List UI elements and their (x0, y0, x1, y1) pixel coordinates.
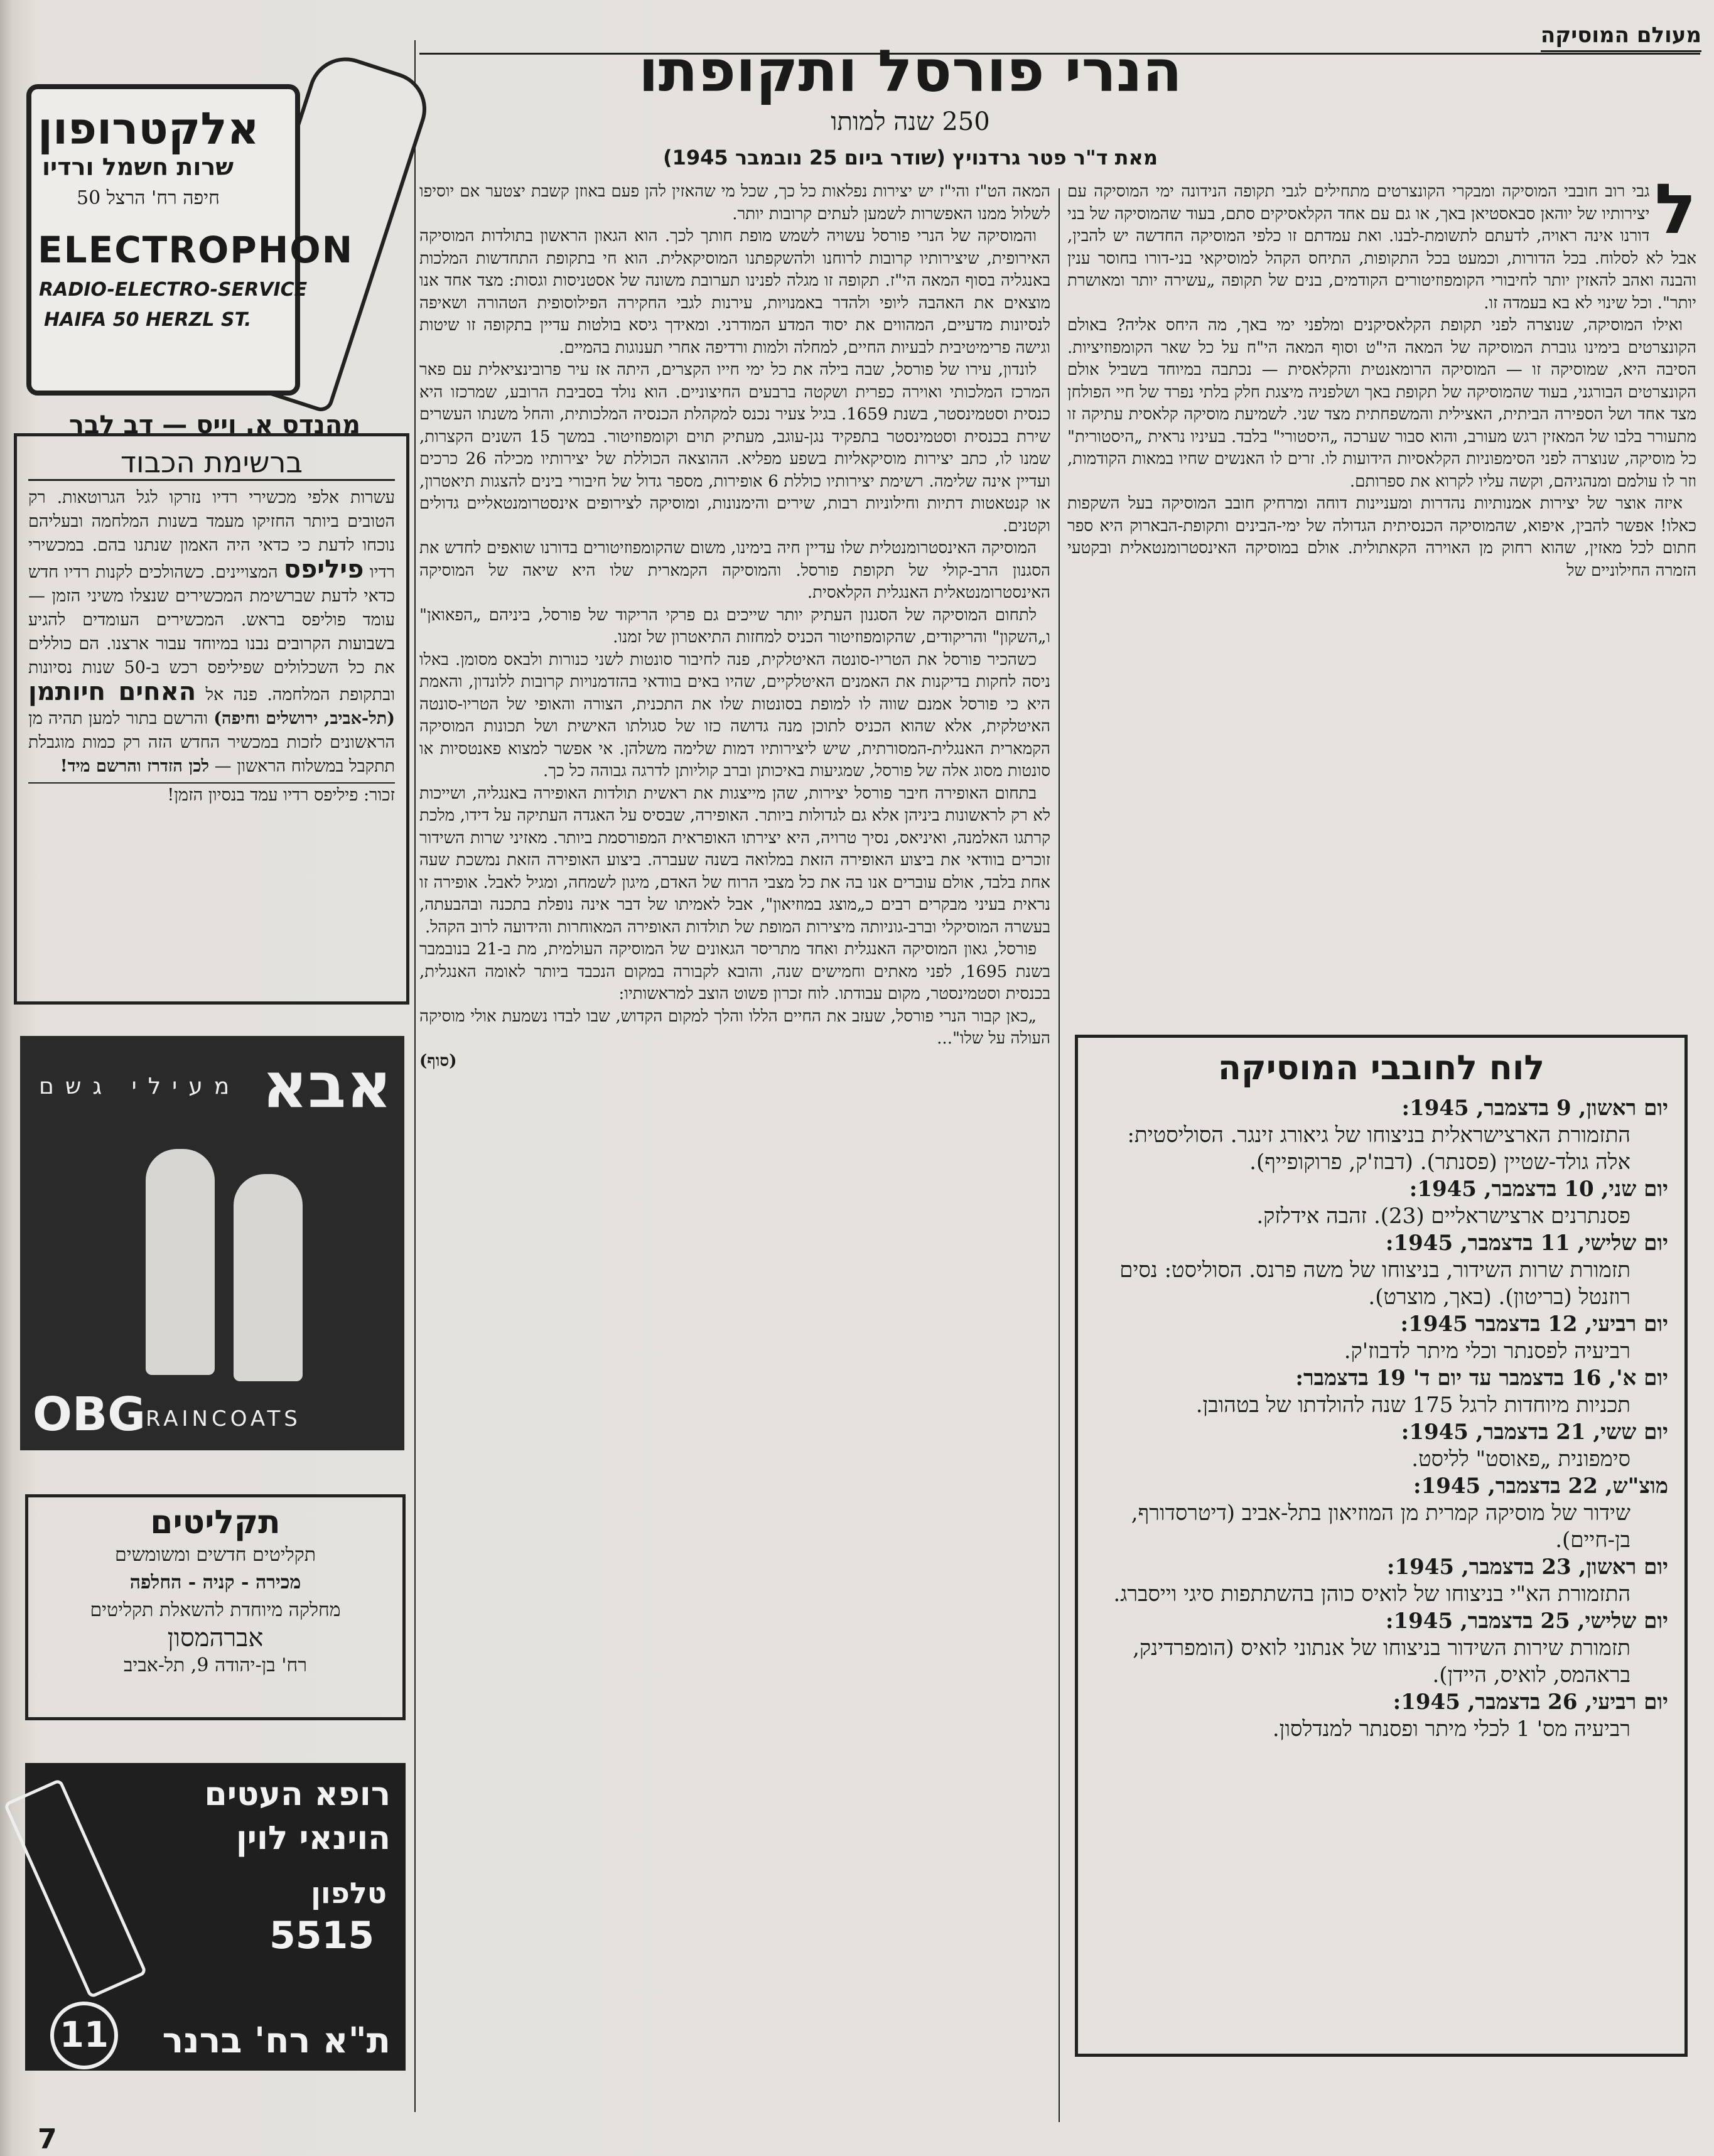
calendar-date: יום ראשון, 9 בדצמבר, 1945: (1401, 1096, 1668, 1121)
calendar-entry (1094, 1176, 1668, 1230)
ad-philips (14, 433, 409, 1005)
page-number: 7 (38, 2123, 57, 2155)
calendar-entry (1094, 1473, 1668, 1554)
man-figure-icon (146, 1149, 215, 1375)
ad-electrophon (14, 40, 409, 439)
calendar-desc: תזמורת שירות השידור בניצוחו של אנתוני לואיס (הומפרדינק, בראהמס, לואיס, היידן). (1133, 1636, 1630, 1688)
paragraph: ואילו המוסיקה, שנוצרה לפני תקופת הקלאסיקנים ומלפני ימי באך, מה היחס אליה? באולם הקונצרטים בימינו גוברת המוסיקה של המאה הי"ט וסוף המאה הי"ח על כל שאר הקומפוזיציות. הסיבה היא, שמוסיקה זו — המוסיקה הרומאנטית והקלאסית — נכתבה במיוחד בשביל אולם הקונצרטים הבורגני, בעוד שהמוסיקה של תקופת באך ושלפניה מיצגת חלק בלתי נפרד של חיי הפולחן מצד אחד ושל הספירה הביתית, האצילית והמשפחתית מצד שני. לשמיעת מוסיקה קלאסית עתיקה זו מתעורר בלבו של המאזין רגש מעורב, והוא סבור שערכה „היסטורי" בלבד. בעיניו נראית „היסטורית" כל מוסיקה, שנוצרה לפני הסימפוניות הקלאסיות הידועות לו. זרים לו האנשים שחיו במאות הקודמות, וזר לו עולמם ומנהגיהם, וקשה עליו לקרוא את ספרותם. (1067, 316, 1696, 491)
calendar-entry (1094, 1689, 1668, 1743)
ad-title: ברשימת הכבוד (28, 445, 395, 481)
ad-text: המצויינים. כשהולכים לקנות רדיו חדש כדאי לדעת שברשימת המכשירים שנצלו משיני הזמן — עומד פוליפס בראש. המכשירים העומדים להגיע בשבועות הקרובים נבנו במיוחד עבור ארצנו. הם כוללים את כל השכלולים שפיליפס רכש ב-50 שנות נסיונות ובתקופת המלחמה. (28, 563, 396, 704)
paragraph: איזה אוצר של יצירות אמנותיות נהדרות ומעניינות דוחה ומרחיק חובב המוסיקה בעל השקפות כאלו! אפשר להבין, איפוא, שהמוסיקה הכנסיתית הגדולה של ימי-הבינים ותקופת-הבארוק היא ספר חתום לכל מאזין, שהוא רחוק מן האוירה הקאתולית. אולם במוסיקה האינסטרומנטאלית ובקטעי הזמרה החילוניים של (1067, 494, 1696, 580)
ad-brand: אבא (262, 1048, 392, 1122)
ad-eng: RAINCOATS (146, 1406, 301, 1431)
ad-brand: פיליפס (283, 555, 364, 584)
ad-text: עשרות אלפי מכשירי רדיו נזרקו לגל הגרוטאות. רק הטובים ביותר החזיקו מעמד בשנות המלחמה ובעליהם נוכחו לדעת כי כדאי היה האמון שנתנו בהם. במכשירי רדיו (28, 488, 395, 582)
ad-raincoats (20, 1036, 404, 1450)
music-calendar-box (1075, 1035, 1688, 2057)
calendar-date: יום שלישי, 25 בדצמבר, 1945: (1385, 1609, 1668, 1634)
calendar-desc: רביעיה מס' 1 לכלי מיתר ופסנתר למנדלסון. (1272, 1717, 1630, 1742)
column-divider (1059, 188, 1060, 2122)
ad-number-badge: 11 (50, 2002, 118, 2069)
calendar-entry (1094, 1311, 1668, 1365)
ad-contact: האחים חיותמן (28, 677, 197, 706)
article-column-right (1067, 169, 1696, 582)
ad-eng-service: RADIO-ELECTRO-SERVICE (39, 279, 308, 301)
ad-title: תקליטים (150, 1504, 281, 1541)
calendar-entry (1094, 1095, 1668, 1176)
ad-footer: זכור: פיליפס רדיו עמד בנסיון הזמן! (28, 782, 395, 807)
calendar-desc: תזמורת שרות השידור, בניצוחו של משה פרנס. הסוליסט: נסים רוזנטל (בריטון). (באך, מוצרט). (1119, 1258, 1630, 1310)
paragraph: המאה הט"ז והי"ז יש יצירות נפלאות כל כך, שכל מי שהאזין להן פעם באוזן קשבת יצטער אם יוסיפו לשלול ממנו האפשרות לשמען לעתים קרובות יותר. (419, 182, 1050, 224)
ad-line: רופא העטים (204, 1776, 391, 1813)
paragraph: „כאן קבור הנרי פורסל, שעזב את החיים הללו והלך למקום הקדוש, שבו לבדו נשמעת אולי מוסיקה העולה על שלו"... (419, 1006, 1050, 1048)
ad-heb-service: שרות חשמל ורדיו (42, 153, 234, 181)
ad-name: אברהמסון (167, 1624, 264, 1652)
calendar-desc: התזמורת הארצישראלית בניצוחו של גיאורג זינגר. הסוליסטית: אלה גולד-שטיין (פסנתר). (דבוז'ק, פרוקופייף). (1127, 1123, 1630, 1175)
ad-line: תקליטים חדשים ומשומשים (114, 1544, 316, 1566)
article-column-middle (419, 181, 1050, 1072)
ad-sub: מעילי גשם (39, 1074, 241, 1099)
dropcap: ל (1654, 169, 1696, 249)
calendar-date: יום רביעי, 26 בדצמבר, 1945: (1393, 1690, 1668, 1715)
ad-line: מכירה - קניה - החלפה (129, 1571, 301, 1593)
calendar-date: יום שלישי, 11 בדצמבר, 1945: (1385, 1231, 1668, 1256)
calendar-entry (1094, 1365, 1668, 1419)
ad-engineer: מהנדס א. וייס — דב לבר (68, 411, 361, 439)
ad-phone-label: טלפון (311, 1876, 387, 1910)
calendar-date: יום ראשון, 23 בדצמבר, 1945: (1386, 1555, 1668, 1580)
paragraph: פורסל, גאון המוסיקה האנגלית ואחד מתריסר הגאונים של המוסיקה העולמית, מת ב-21 בנובמבר בשנת 1695, לפני מאתים וחמישים שנה, והובא לקבורה במקום הנכבד ביותר לאומה האנגלית, בכנסית וסטמינסטר, מקום עבודתו. לוח זכרון פשוט הוצב למראשותיו: (419, 940, 1051, 1003)
ad-text: פנה אל (205, 685, 257, 704)
ad-line: הוינאי לוין (235, 1819, 391, 1857)
article-byline: מאת ד"ר פטר גרדנויץ (שודר ביום 25 נובמבר 1945) (663, 146, 1158, 170)
ad-logo: OBG (33, 1388, 146, 1442)
calendar-desc: התזמורת הא"י בניצוחו של לואיס כוהן בהשתתפות סיגי וייסברג. (1113, 1582, 1630, 1607)
calendar-entry (1094, 1419, 1668, 1473)
ad-body (28, 486, 395, 807)
calendar-date: מוצ"ש, 22 בדצמבר, 1945: (1413, 1474, 1668, 1499)
section-header: מעולם המוסיקה (1541, 23, 1701, 52)
calendar-entry (1094, 1554, 1668, 1608)
paragraph: המוסיקה האינסטרומנטלית שלו עדיין חיה בימינו, משום שהקומפוזיטורים בדורנו שואפים לחדש את הסגנון הרב-קולי של תקופת פורסל. והמוסיקה הקמארית שלו היא שיאה של המוסיקה האינסטרומנטאלית האנגלית הקלאסית. (419, 539, 1050, 602)
ad-pen-doctor (25, 1763, 406, 2071)
calendar-desc: רביעיה לפסנתר וכלי מיתר לדבוז'ק. (1344, 1339, 1630, 1364)
paragraph: והמוסיקה של הנרי פורסל עשויה לשמש מופת חותך לכך. הוא הגאון הראשון בתולדות המוסיקה האירופית, שיצירותיו קרובות לרוחנו ולהשקפתנו המוסיקאלית. הוא חי בתקופת התחדשות המלכות באנגליה בסוף המאה הי"ז. תקופה זו מגלה לפנינו תערובת משונה של אסטניסות וגסות: מצד אחד אנו מוצאים את האהבה ליופי ולהדר באמנויות, עירנות לגבי החקירה הפילוסופית הטהורה ושאיפה לנסיונות מדעיים, המהווים את יסוד המדע המודרני. ומאידך גיסא בולטות עדיין בתקופה זו שיטות וגישה פרימיטיבית לבעיות החיים, למחלה ולמות ורדיפה אחרי תענוגות בהמיים. (419, 227, 1050, 357)
ad-line: מחלקה מיוחדת להשאלת תקליטים (90, 1599, 341, 1621)
woman-figure-icon (234, 1174, 303, 1381)
ad-eng-address: HAIFA 50 HERZL ST. (44, 309, 252, 331)
calendar-date: יום שני, 10 בדצמבר, 1945: (1409, 1177, 1668, 1202)
ad-text: והרשם בתור למען תהיה מן הראשונים לזכות במכשיר החדש הזה רק כמות מוגבלת תתקבל במשלוח הראשון — (28, 709, 395, 776)
calendar-desc: פסנתרנים ארצישראליים (23). זהבה אידלזק. (1256, 1204, 1630, 1229)
ad-heb-name: אלקטרופון (38, 103, 259, 154)
calendar-entry (1094, 1608, 1668, 1689)
calendar-list (1094, 1095, 1668, 1743)
fountain-pen-icon (3, 1778, 148, 1998)
calendar-date: יום רביעי, 12 בדצמבר 1945: (1400, 1312, 1668, 1337)
ad-records (25, 1494, 406, 1720)
ad-eng-name: ELECTROPHON (38, 229, 354, 271)
paragraph: גבי רוב חובבי המוסיקה ומבקרי הקונצרטים מתחילים לגבי תקופה הנידונה ימי המוסיקה עם יצירותיו של יוהאן סבאסטיאן באך, או גם עם אחד הקלאסיקים סתם, בעוד שהמוסיקה של בני דורנו אינה ראויה, לדעתם לתשומת-לבנו. ואת עמדתם זו כלפי המוסיקה החדשה יש להבין, אבל לא לסלוח. בכל הדורות, וכמעט בכל התקופות, התיחס הקהל למוסיקאי בני-דורו בחוסר ענין והבנה ואהב להאזין יותר לחיבורי הקומפוזיטורים הקודמים, בנים של תקופה „עשירה יותר ומאושרת יותר". וכל שינוי לא בא בעמדה זו. (1067, 182, 1696, 313)
paragraph: לונדון, עירו של פורסל, שבה בילה את כל ימי חייו הקצרים, היתה אז עיר פרובינציאלית עם פאר המרכז המלכותי ואוירה כפרית ושקטה ברבעים החיצוניים. הוא נולד בסביבת הרובע, שמרכזו היא כנסית וסטמינסטר, בשנת 1659. בגיל צעיר נכנס למקהלת הכנסיה המלכותית, והחל משנתו העשרים שירת בכנסית וסטמינסטר בתפקיד נגן-עוגב, מעתיק תוים וקומפוזיטור. במשך 15 השנים הקצרות, שמנו לו, כתב יצירות מוסיקאליות בשפע מפליא. ההוצאה הכוללת של יצירותיו מכילה 26 כרכים ועדיין אינה שלימה. רשימת יצירותיו כוללת 6 אופירות, מספר גדול של חיבורי בינים להצגות תיאטרון, או קנטאטות דתיות וחילוניות רבות, שירים והימנונות, ומוסיקה לצירופים אינסטרומנטאליים גדולים וקטנים. (419, 360, 1050, 536)
calendar-desc: תכניות מיוחדות לרגל 175 שנה להולדתו של בטהובן. (1195, 1393, 1630, 1418)
calendar-date: יום א', 16 בדצמבר עד יום ד' 19 בדצמבר: (1295, 1366, 1668, 1391)
ad-heb-address: חיפה רח' הרצל 50 (77, 187, 220, 209)
ad-cta: לכן הזדרז והרשם מיד! (60, 757, 210, 776)
paragraph: לתחום המוסיקה של הסגנון העתיק יותר שייכים גם פרקי הריקוד של פורסל, ביניהם „הפאואן" ו„השקון" והריקודים, שהקומפוזיטור הכניס למחזות התיאטרון של זמנו. (419, 605, 1050, 647)
calendar-desc: שידור של מוסיקה קמרית מן המוזיאון בתל-אביב (דיטרסדורף, בן-חיים). (1131, 1501, 1630, 1553)
calendar-date: יום ששי, 21 בדצמבר, 1945: (1401, 1420, 1668, 1445)
calendar-desc: סימפונית „פאוסט" לליסט. (1411, 1447, 1630, 1472)
end-mark: (סוף) (419, 1051, 457, 1070)
ad-address: ת"א רח' ברנר (162, 2020, 391, 2061)
paragraph: כשהכיר פורסל את הטריו-סונטה האיטלקית, פנה לחיבור סונטות לשני כנורות ולבאס מסומן. באלו ניסה לחקות בדיקנות את האמנים האיטלקיים, שהיו באים בוודאי בהזדמנויות קרובות ללונדון, והאמת היא כי פורסל אמנם שווה לו למופת בסונטות שלו את התכנית, הצורה והאופי של הטריו-סונטה האיטלקית, אלא שהוא הכניס לתוכן מנה גדושה כזו של סגולתו האישית ושל תכונות המוסיקה הקמארית האנגלית-המסורתית, שיש ליצירותיו דמות שלימה משלהן. אי אפשר למצוא פאנטסיות או סונטות מסוג אלה של פורסל, שמגיעות באיכותן וברב קוליותן לדרגה גבוהה כל כך. (419, 650, 1050, 780)
article-title: הנרי פורסל ותקופתו (639, 38, 1182, 105)
article-subtitle: 250 שנה למותו (831, 107, 990, 136)
calendar-title: לוח לחובבי המוסיקה (1217, 1048, 1545, 1087)
paragraph: בתחום האופירה חיבר פורסל יצירות, שהן מייצגות את ראשית תולדות האופירה באנגליה, ושייכות לא רק לראשונות ביניהן אלא גם לגדולות ביותר. האופירה, שבסיס על האגדה העתיקה על דידו, מלכת קרתגו האלמנה, ואיניאס, נסיך טרויה, היא יצירתו האופראית המפורסמת ביותר. מאזיני שרות השידור זוכרים בוודאי את ביצוע האופירה הזאת במלואה בשנה שעברה. ביצוע האופירה הזאת נמשכת שעה אחת בלבד, אולם עוברים אנו בה את כל מצבי הרוח של האדם, מיגון לשמחה, ומגיל לאבל. אופירה זו נראית בעיני מבקרים רבים כ„מוצג במוזיאון", אבל לאמיתו של דבר אינה נופלת בתכנה ובהבעתה, בעשרה המוסיקלי וברב-גוניותה מיצירות המופת של תולדות האופירה המאוחרות והידועה לרוב הקהל. (419, 784, 1050, 937)
left-divider (414, 40, 416, 2112)
ad-phone: 5515 (269, 1914, 374, 1958)
ad-cities: (תל-אביב, ירושלים וחיפה) (213, 709, 395, 728)
ad-address: רח' בן-יהודה 9, תל-אביב (124, 1654, 307, 1676)
calendar-entry (1094, 1230, 1668, 1311)
